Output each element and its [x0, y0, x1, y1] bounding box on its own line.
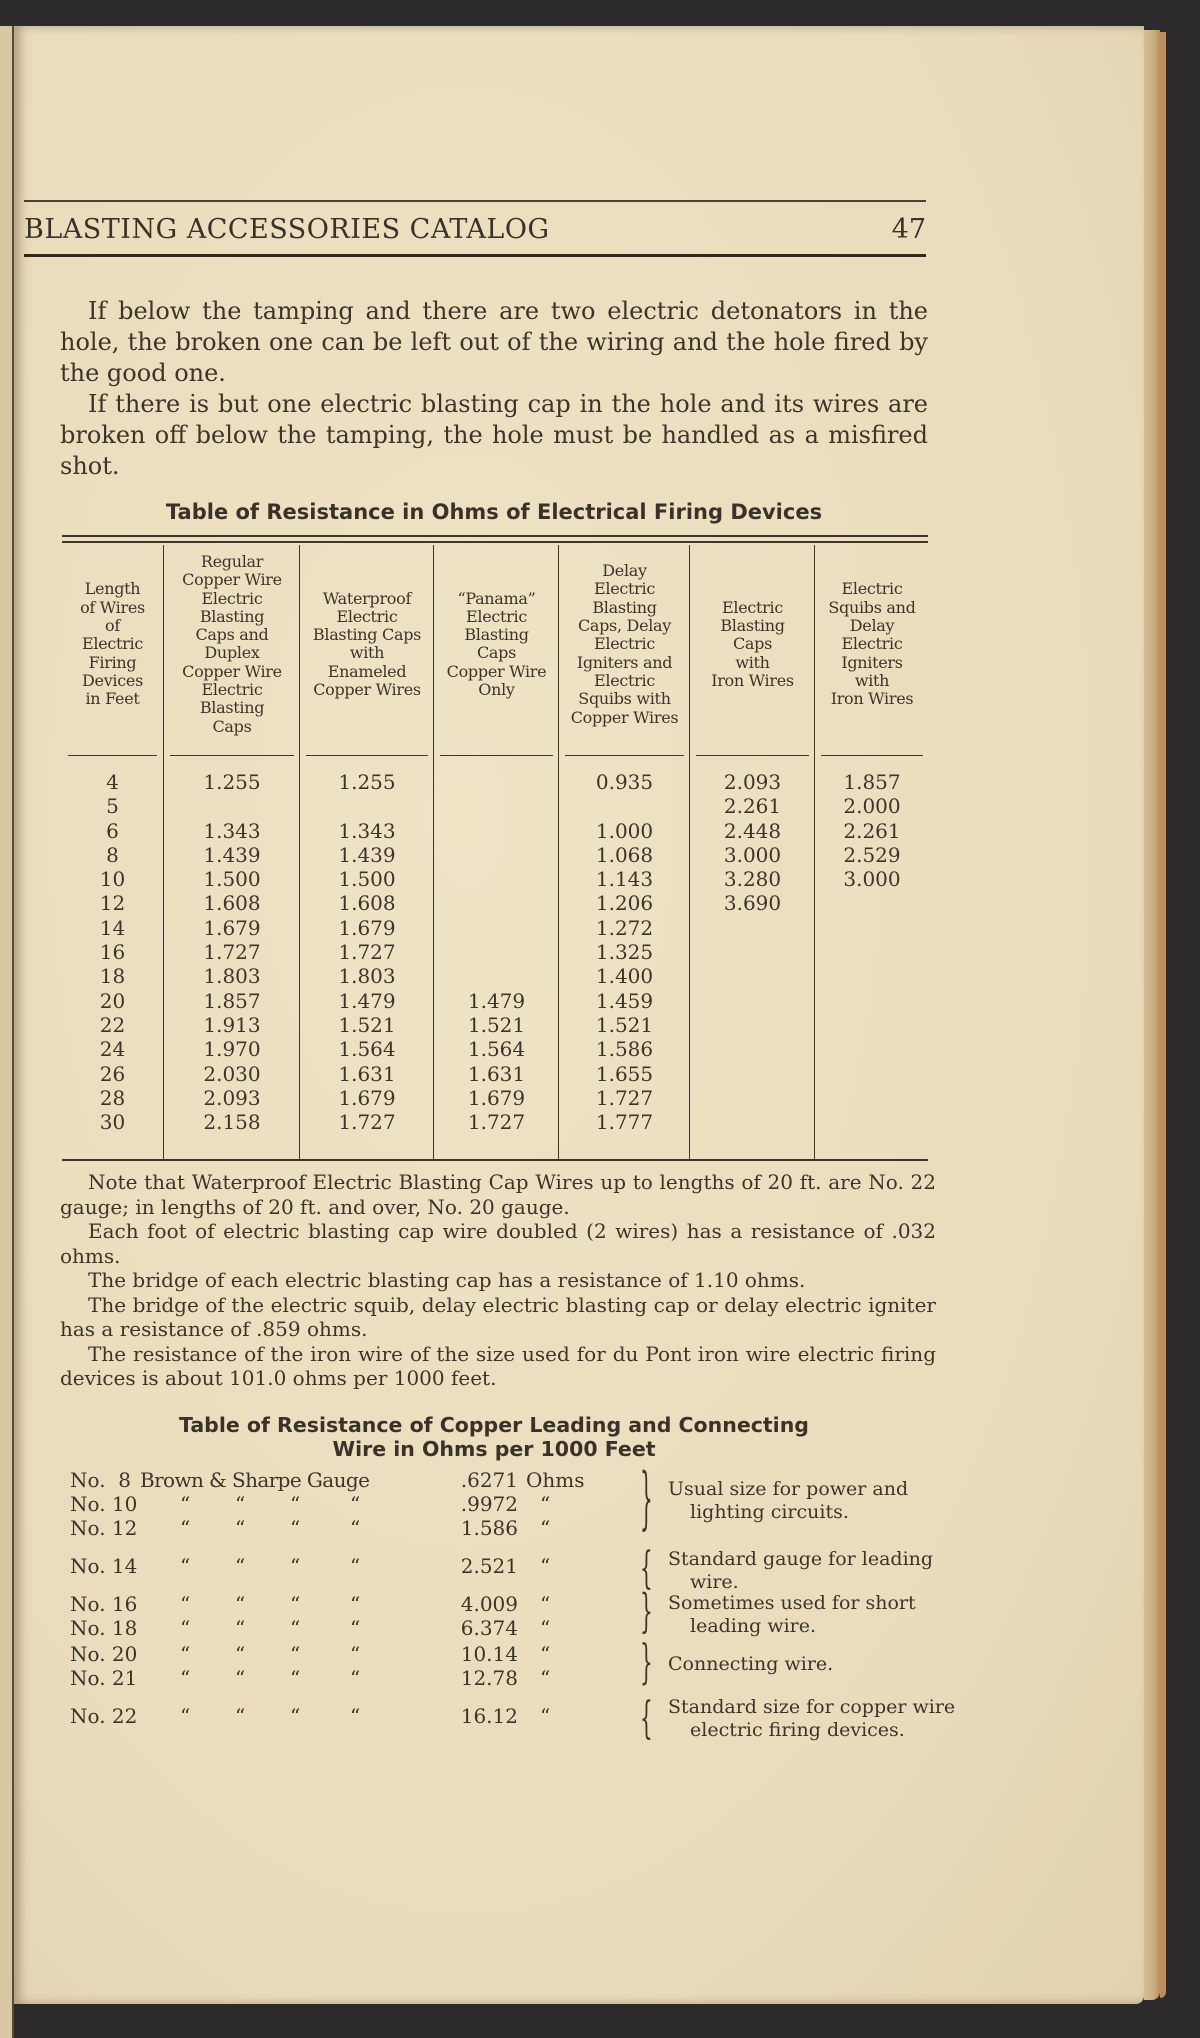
ditto-mark: “	[290, 1616, 301, 1640]
resistance-value: 16.12	[460, 1704, 518, 1728]
usage-note-line2: leading wire.	[690, 1615, 817, 1637]
resistance-cell: 1.679	[203, 915, 261, 940]
header-line: Delay	[602, 561, 647, 581]
resistance-cell: 2.030	[203, 1061, 261, 1086]
ditto-mark: “	[350, 1492, 361, 1516]
ditto-mark: “	[350, 1592, 361, 1616]
table1-top-rule	[62, 535, 928, 537]
header-line: with	[349, 643, 385, 663]
resistance-cell: 1.000	[595, 818, 654, 843]
column-delay	[558, 545, 690, 1159]
book-cover-edge	[1160, 32, 1166, 1998]
resistance-cell: 1.727	[203, 940, 261, 965]
length-cell: 30	[99, 1110, 126, 1135]
resistance-cell: 1.679	[338, 1085, 396, 1110]
resistance-cell	[690, 1086, 815, 1110]
note-3: The bridge of each electric blasting cap has a resistance of 1.10 ohms.	[88, 1268, 806, 1292]
resistance-cell: 1.857	[843, 770, 901, 794]
usage-note-line2: wire.	[690, 1571, 739, 1593]
header-line: in Feet	[85, 689, 140, 709]
resistance-cell: 1.655	[595, 1061, 654, 1086]
header-rule	[440, 755, 553, 756]
header-line: Copper Wires	[313, 680, 421, 700]
header-line: Electric	[594, 579, 655, 599]
header-line: Blasting Caps	[312, 625, 422, 645]
resistance-cell	[690, 1037, 815, 1061]
gauge-number: No. 21	[70, 1666, 138, 1690]
unit-label: “	[540, 1592, 551, 1616]
usage-note-line1: Standard size for copper wire	[668, 1696, 956, 1718]
table2-title	[60, 1413, 928, 1461]
resistance-cell	[815, 916, 929, 940]
ditto-mark: “	[180, 1666, 191, 1690]
ditto-mark: “	[180, 1616, 191, 1640]
note-5: The resistance of the iron wire of the size used for du Pont iron wire electric firing devices is about 101.0 ohms per 1000 feet.	[60, 1341, 936, 1390]
header-line: Blasting	[199, 698, 265, 718]
length-cell: 5	[106, 794, 119, 819]
length-cell: 8	[106, 842, 119, 867]
ditto-mark: “	[290, 1704, 301, 1728]
resistance-cell	[815, 940, 929, 964]
resistance-cell: 1.068	[595, 842, 654, 867]
usage-note-line1: Standard gauge for leading	[668, 1548, 934, 1570]
resistance-cell: 1.631	[467, 1061, 526, 1086]
header-line: with	[735, 652, 770, 672]
gauge-number: No. 12	[70, 1516, 138, 1540]
gauge-usage-note	[668, 1592, 1020, 1638]
table1-title: Table of Resistance in Ohms of Electrical Firing Devices	[165, 500, 823, 524]
resistance-cell: 1.727	[595, 1085, 654, 1110]
gauge-standard-name: Brown & Sharpe Gauge	[140, 1468, 370, 1492]
resistance-cell: 1.479	[338, 988, 396, 1013]
resistance-cell: 3.000	[723, 842, 782, 867]
ditto-mark: “	[290, 1516, 301, 1540]
unit-label: “	[540, 1666, 551, 1690]
resistance-cell: 2.093	[203, 1085, 261, 1110]
column-header	[300, 590, 434, 700]
ditto-mark: “	[235, 1666, 246, 1690]
resistance-cell: 2.261	[723, 794, 782, 819]
gauge-row	[70, 1704, 630, 1728]
resistance-cell: 1.255	[203, 770, 261, 794]
left-brace-icon: {	[640, 1541, 653, 1594]
usage-note-line1: Usual size for power and	[668, 1478, 909, 1500]
notes-section	[60, 1170, 936, 1391]
ditto-mark: “	[290, 1666, 301, 1690]
header-line: Iron Wires	[711, 670, 794, 690]
header-line: Caps	[732, 634, 773, 654]
resistance-cell: 1.400	[595, 964, 654, 989]
resistance-value: 6.374	[460, 1616, 518, 1640]
ditto-mark: “	[290, 1592, 301, 1616]
resistance-cell	[690, 1062, 815, 1086]
resistance-cell	[434, 819, 559, 843]
header-line: Igniters and	[576, 652, 673, 672]
resistance-cell: 1.564	[467, 1037, 526, 1062]
resistance-cell: 1.439	[338, 842, 396, 867]
right-brace-icon: }	[640, 1633, 653, 1690]
header-line: Igniters	[841, 652, 903, 672]
resistance-cell: 1.325	[595, 940, 654, 965]
column-values	[62, 770, 163, 1134]
gauge-usage-note	[668, 1548, 1020, 1594]
resistance-cell: 1.727	[338, 1110, 396, 1135]
header-line: Caps, Delay	[577, 616, 672, 636]
ditto-mark: “	[235, 1592, 246, 1616]
length-cell: 16	[99, 940, 126, 965]
header-line: Electric	[594, 670, 655, 690]
ditto-mark: “	[180, 1704, 191, 1728]
resistance-cell: 1.608	[338, 891, 396, 916]
usage-note-line2: lighting circuits.	[690, 1501, 849, 1523]
ditto-mark: “	[290, 1554, 301, 1578]
header-line: Enameled	[327, 661, 407, 681]
unit-label: “	[540, 1516, 551, 1540]
intro-text-1: If below the tamping and there are two electric detonators in the hole, the broken one can be left out of the wiring and the hole fired by the good one.	[60, 297, 928, 387]
ditto-mark: “	[235, 1642, 246, 1666]
table2-title-line1: Table of Resistance of Copper Leading and Connecting	[179, 1413, 809, 1437]
header-line: with	[854, 670, 890, 690]
intro-text-2: If there is but one electric blasting cap in the hole and its wires are broken off below the tamping, the hole must be handled as a misfired shot.	[60, 390, 928, 480]
length-cell: 28	[99, 1085, 126, 1110]
note-2: Each foot of electric blasting cap wire doubled (2 wires) has a resistance of .032 ohms.	[60, 1219, 936, 1268]
resistance-cell	[690, 916, 815, 940]
resistance-cell: 1.206	[595, 891, 654, 916]
resistance-cell	[815, 1110, 929, 1134]
unit-label: “	[540, 1704, 551, 1728]
column-values	[815, 770, 929, 1134]
header-line: Copper Wire	[182, 661, 282, 681]
gauge-row	[70, 1616, 630, 1640]
column-values	[690, 770, 815, 1134]
column-values	[164, 770, 300, 1134]
resistance-cell: 2.448	[723, 818, 782, 843]
ditto-mark: “	[350, 1516, 361, 1540]
column-regular-copper	[163, 545, 300, 1159]
header-line: Caps	[476, 643, 517, 663]
resistance-cell: 1.272	[595, 915, 654, 940]
header-line: Iron Wires	[830, 689, 914, 709]
length-cell: 20	[99, 988, 126, 1013]
header-line: Electric	[594, 634, 655, 654]
header-rule	[821, 755, 923, 756]
resistance-cell: 2.158	[203, 1110, 261, 1135]
resistance-cell: 3.000	[843, 867, 901, 892]
resistance-cell	[690, 964, 815, 988]
resistance-cell	[434, 867, 559, 891]
intro-paragraph-1	[60, 296, 928, 389]
length-cell: 12	[99, 891, 126, 916]
facing-page-edge	[0, 26, 14, 2038]
resistance-cell	[815, 1037, 929, 1061]
column-header	[434, 590, 559, 700]
length-cell: 26	[99, 1061, 126, 1086]
table1-top-rule-inner	[62, 541, 928, 543]
ditto-mark: “	[235, 1554, 246, 1578]
gauge-number: No. 10	[70, 1492, 138, 1516]
header-line: Electric	[841, 579, 903, 599]
resistance-cell: 1.500	[203, 867, 261, 892]
resistance-cell	[559, 794, 690, 818]
table2-title-line2: Wire in Ohms per 1000 Feet	[332, 1437, 656, 1461]
header-line: Caps	[212, 716, 252, 736]
header-line: Duplex	[204, 643, 260, 663]
resistance-cell: 1.777	[595, 1110, 654, 1135]
resistance-cell: 3.690	[723, 891, 782, 916]
resistance-cell: 1.343	[203, 818, 261, 843]
gauge-number: No. 16	[70, 1592, 138, 1616]
resistance-cell: 1.439	[203, 842, 261, 867]
ditto-mark: “	[350, 1666, 361, 1690]
header-line: Delay	[849, 616, 895, 636]
header-line: Copper Wire	[446, 661, 547, 681]
ditto-mark: “	[350, 1642, 361, 1666]
header-line: Waterproof	[322, 588, 412, 608]
gauge-row	[70, 1492, 630, 1516]
resistance-cell: 0.935	[595, 770, 654, 794]
header-line: Squibs with	[578, 689, 671, 709]
length-cell: 18	[99, 964, 126, 989]
column-panama	[433, 545, 559, 1159]
ditto-mark: “	[235, 1516, 246, 1540]
resistance-cell: 1.727	[338, 940, 396, 965]
column-values	[559, 770, 690, 1134]
resistance-cell: 2.261	[843, 818, 901, 843]
right-brace-icon: }	[640, 1583, 653, 1638]
gauge-number: No. 20	[70, 1642, 138, 1666]
unit-label: “	[540, 1554, 551, 1578]
gauge-row	[70, 1592, 630, 1616]
usage-note-line1: Connecting wire.	[668, 1653, 834, 1675]
ditto-mark: “	[290, 1492, 301, 1516]
resistance-cell: 1.521	[595, 1012, 654, 1037]
resistance-cell	[434, 770, 559, 794]
column-header	[62, 580, 163, 708]
ditto-mark: “	[180, 1642, 191, 1666]
header-rule	[696, 755, 809, 756]
header-line: of Wires	[80, 597, 145, 617]
unit-label: “	[540, 1616, 551, 1640]
header-line: Blasting	[720, 616, 785, 636]
resistance-cell	[434, 964, 559, 988]
column-header	[164, 553, 300, 736]
gauge-number: No. 8	[70, 1468, 131, 1492]
resistance-cell	[690, 940, 815, 964]
table1-bottom-rule	[62, 1159, 928, 1161]
resistance-cell: 1.255	[338, 770, 396, 794]
left-brace-icon: {	[640, 1691, 653, 1744]
resistance-value: 1.586	[460, 1516, 518, 1540]
usage-note-line1: Sometimes used for short	[668, 1592, 916, 1614]
resistance-cell: 1.803	[338, 964, 396, 989]
ditto-mark: “	[180, 1492, 191, 1516]
header-line: Only	[478, 680, 515, 700]
resistance-cell: 1.913	[203, 1012, 261, 1037]
resistance-cell: 1.679	[338, 915, 396, 940]
header-line: Copper Wire	[182, 570, 282, 590]
header-line: Electric	[82, 634, 143, 654]
ditto-mark: “	[180, 1554, 191, 1578]
header-line: Blasting	[199, 606, 265, 626]
ditto-mark: “	[235, 1492, 246, 1516]
header-line: Squibs and	[828, 597, 916, 617]
unit-label: “	[540, 1642, 551, 1666]
gauge-usage-note	[668, 1696, 1020, 1742]
length-cell: 24	[99, 1037, 126, 1062]
resistance-cell: 1.564	[338, 1037, 396, 1062]
header-line: Caps and	[195, 625, 269, 645]
resistance-cell: 1.631	[338, 1061, 396, 1086]
gauge-row	[70, 1554, 630, 1578]
length-cell: 6	[106, 818, 119, 843]
unit-label: “	[540, 1492, 551, 1516]
ditto-mark: “	[350, 1704, 361, 1728]
header-rule	[306, 755, 428, 756]
resistance-cell	[690, 1013, 815, 1037]
intro-paragraph-2	[60, 389, 928, 482]
ditto-mark: “	[180, 1592, 191, 1616]
header-line: Copper Wires	[570, 707, 679, 727]
length-cell: 14	[99, 915, 126, 940]
header-line: Blasting	[592, 597, 657, 617]
right-brace-icon: }	[640, 1457, 653, 1538]
header-line: Devices	[82, 670, 143, 690]
resistance-value: 12.78	[460, 1666, 518, 1690]
resistance-cell	[815, 1013, 929, 1037]
page-number: 47	[891, 214, 926, 245]
header-line: “Panama”	[457, 588, 536, 608]
resistance-cell: 1.970	[203, 1037, 261, 1062]
ditto-mark: “	[235, 1704, 246, 1728]
usage-note-line2: electric firing devices.	[690, 1719, 905, 1741]
resistance-cell: 1.343	[338, 818, 396, 843]
resistance-cell: 1.459	[595, 988, 654, 1013]
header-line: Regular	[200, 552, 264, 571]
column-waterproof	[299, 545, 434, 1159]
resistance-cell: 1.586	[595, 1037, 654, 1062]
resistance-cell	[815, 891, 929, 915]
resistance-value: .9972	[460, 1492, 518, 1516]
gauge-row	[70, 1642, 630, 1666]
running-header	[24, 200, 926, 257]
header-line: Electric	[336, 606, 398, 626]
resistance-cell: 2.093	[723, 770, 782, 794]
resistance-cell	[434, 940, 559, 964]
resistance-cell	[815, 1086, 929, 1110]
ditto-mark: “	[290, 1642, 301, 1666]
wire-gauge-table	[70, 1457, 956, 1748]
resistance-cell: 1.608	[203, 891, 261, 916]
resistance-value: .6271	[460, 1468, 518, 1492]
length-cell: 10	[99, 867, 126, 892]
resistance-cell	[300, 794, 434, 818]
resistance-value: 10.14	[460, 1642, 518, 1666]
resistance-cell: 1.521	[467, 1012, 526, 1037]
resistance-cell	[815, 964, 929, 988]
gauge-usage-note	[668, 1478, 1020, 1524]
column-header	[559, 562, 690, 727]
header-line: Electric	[201, 680, 263, 700]
ditto-mark: “	[350, 1554, 361, 1578]
unit-label: Ohms	[526, 1468, 585, 1492]
header-rule	[68, 755, 157, 756]
note-4: The bridge of the electric squib, delay electric blasting cap or delay electric igniter has a resistance of .859 ohms.	[60, 1292, 936, 1341]
gauge-usage-note	[668, 1653, 1020, 1676]
length-cell: 22	[99, 1012, 126, 1037]
resistance-cell: 1.679	[467, 1085, 526, 1110]
resistance-cell	[815, 1062, 929, 1086]
resistance-cell	[434, 843, 559, 867]
resistance-cell	[164, 794, 300, 818]
resistance-cell	[690, 1110, 815, 1134]
resistance-cell	[815, 989, 929, 1013]
header-line: Firing	[88, 652, 137, 672]
column-values	[434, 770, 559, 1134]
resistance-cell: 1.143	[595, 867, 654, 892]
column-iron-caps	[689, 545, 815, 1159]
resistance-cell: 1.727	[467, 1110, 526, 1135]
resistance-cell: 3.280	[723, 867, 782, 892]
gauge-row	[70, 1666, 630, 1690]
ditto-mark: “	[180, 1516, 191, 1540]
column-values	[300, 770, 434, 1134]
header-line: Electric	[722, 597, 783, 617]
resistance-cell: 1.479	[467, 988, 526, 1013]
column-length	[62, 545, 163, 1159]
resistance-cell	[434, 916, 559, 940]
header-line: of	[105, 616, 120, 636]
resistance-cell: 1.500	[338, 867, 396, 892]
resistance-cell	[690, 989, 815, 1013]
header-line: Blasting	[464, 625, 529, 645]
length-cell: 4	[106, 770, 119, 794]
header-line: Electric	[466, 606, 527, 626]
resistance-cell: 1.803	[203, 964, 261, 989]
resistance-value: 4.009	[460, 1592, 518, 1616]
header-line: Electric	[201, 588, 263, 608]
catalog-title: BLASTING ACCESSORIES CATALOG	[24, 214, 550, 245]
gauge-row	[70, 1516, 630, 1540]
column-header	[690, 599, 815, 690]
ditto-mark: “	[235, 1616, 246, 1640]
gauge-row	[70, 1468, 630, 1492]
resistance-cell: 2.529	[843, 842, 901, 867]
gauge-number: No. 18	[70, 1616, 138, 1640]
ditto-mark: “	[350, 1616, 361, 1640]
column-iron-squibs	[814, 545, 929, 1159]
resistance-cell	[434, 891, 559, 915]
gauge-number: No. 14	[70, 1554, 138, 1578]
note-1: Note that Waterproof Electric Blasting Cap Wires up to lengths of 20 ft. are No. 22 gauge; in lengths of 20 ft. and over, No. 20 gauge.	[60, 1170, 936, 1219]
header-line: Length	[84, 579, 141, 599]
resistance-value: 2.521	[460, 1554, 518, 1578]
header-line: Electric	[841, 634, 903, 654]
resistance-cell	[434, 794, 559, 818]
gauge-number: No. 22	[70, 1704, 138, 1728]
header-rule	[565, 755, 684, 756]
header-rule	[170, 755, 294, 756]
resistance-cell: 1.857	[203, 988, 261, 1013]
resistance-cell: 2.000	[843, 794, 901, 819]
column-header	[815, 580, 929, 708]
resistance-cell: 1.521	[338, 1012, 396, 1037]
page-stack-edge	[1144, 30, 1160, 2000]
